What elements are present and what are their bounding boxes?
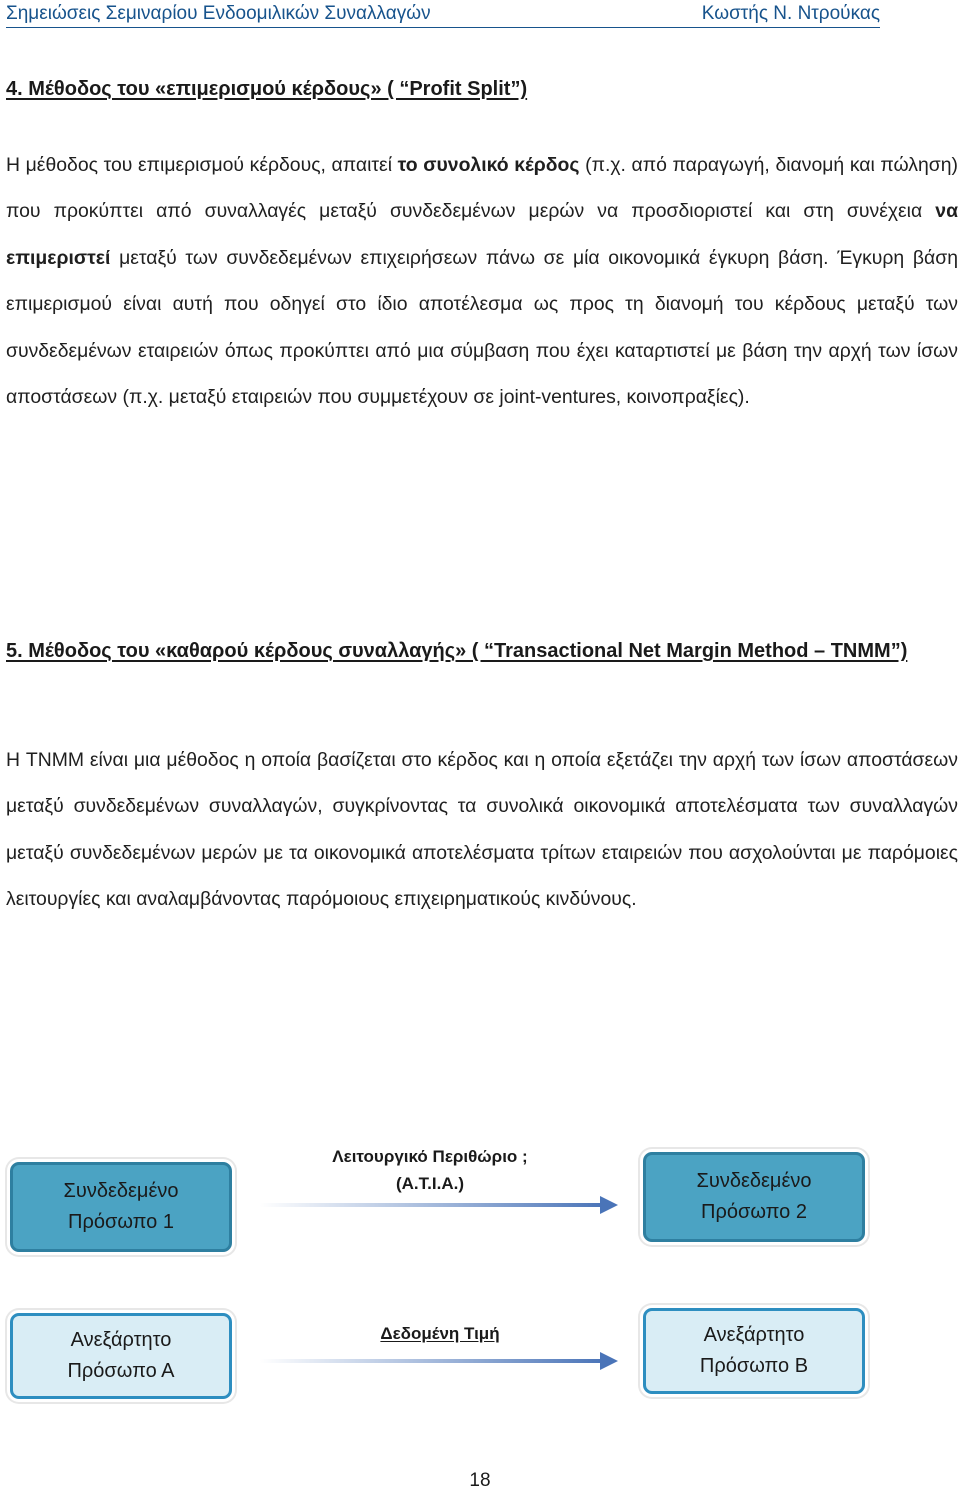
independent-person-b-box xyxy=(643,1308,865,1394)
box-line: Πρόσωπο Α xyxy=(67,1360,175,1382)
label-line: (Α.Τ.Ι.Α.) xyxy=(395,1174,464,1193)
right-arrow-icon xyxy=(260,1193,620,1217)
header-author: Κωστής Ν. Ντρούκας xyxy=(701,3,880,24)
box-line: Συνδεδεμένο xyxy=(696,1170,812,1192)
para-text: (π.χ. από παραγωγή, διανομή και πώληση) που προκύπτει από συναλλαγές μεταξύ συνδεδεμένων μερών να προσδιοριστεί και στη συνέχεια xyxy=(6,154,958,223)
para-bold-allocate: να επιμεριστεί xyxy=(6,200,958,269)
given-price-label: Δεδομένη Τιμή xyxy=(380,1324,500,1343)
page-number: 18 xyxy=(469,1470,491,1491)
header-title: Σημειώσεις Σεμιναρίου Ενδοομιλικών Συναλλαγών xyxy=(6,3,431,24)
section-4-heading: 4. Μέθοδος του «επιμερισμού κέρδους» ( “Profit Split”) xyxy=(6,78,528,100)
para-text: Η μέθοδος του επιμερισμού κέρδους, απαιτεί xyxy=(6,154,398,176)
box-line: Συνδεδεμένο xyxy=(63,1180,179,1202)
operating-margin-label xyxy=(300,1143,560,1197)
right-arrow-icon xyxy=(260,1349,620,1373)
box-line: Ανεξάρτητο xyxy=(703,1324,805,1346)
related-person-1-box xyxy=(10,1162,232,1252)
section-5-heading: 5. Μέθοδος του «καθαρού κέρδους συναλλαγής» ( “Transactional Net Margin Method – TNMM”) xyxy=(6,640,908,662)
para-text: μεταξύ των συνδεδεμένων επιχειρήσεων πάνω σε μία οικονομικά έγκυρη βάση. Έγκυρη βάση επιμερισμού είναι αυτή που οδηγεί στο ίδιο αποτέλεσμα ως προς τη διανομή του κέρδους μεταξύ των συνδεδεμένων εταιρειών όπως προκύπτει από μια σύμβαση που έχει καταρτιστεί με βάση την αρχή των ίσων αποστάσεων (π.χ. μεταξύ εταιρειών που συμμετέχουν σε joint-ventures, κοινοπραξίες). xyxy=(6,246,958,409)
related-person-2-box xyxy=(643,1152,865,1242)
section-4-paragraph xyxy=(6,142,958,420)
running-header xyxy=(6,2,880,28)
independent-person-a-box xyxy=(10,1313,232,1399)
section-5-paragraph: Η TNMM είναι μια μέθοδος η οποία βασίζεται στο κέρδος και η οποία εξετάζει την αρχή των ίσων αποστάσεων μεταξύ συνδεδεμένων συναλλαγών, συγκρίνοντας τα συνολικά οικονομικά αποτελέσματα των συναλλαγών μεταξύ συνδεδεμένων μερών με τα οικονομικά αποτελέσματα τρίτων εταιρειών που ασχολούνται με παρόμοιες λειτουργίες και αναλαμβάνοντας παρόμοιους επιχειρηματικούς κινδύνους. xyxy=(6,749,958,911)
box-line: Πρόσωπο 2 xyxy=(701,1201,807,1223)
box-line: Πρόσωπο Β xyxy=(699,1355,809,1377)
para-bold-total-profit: το συνολικό κέρδος xyxy=(397,154,580,176)
box-line: Ανεξάρτητο xyxy=(70,1329,172,1351)
label-line: Λειτουργικό Περιθώριο ; xyxy=(332,1147,528,1166)
box-line: Πρόσωπο 1 xyxy=(68,1211,174,1233)
